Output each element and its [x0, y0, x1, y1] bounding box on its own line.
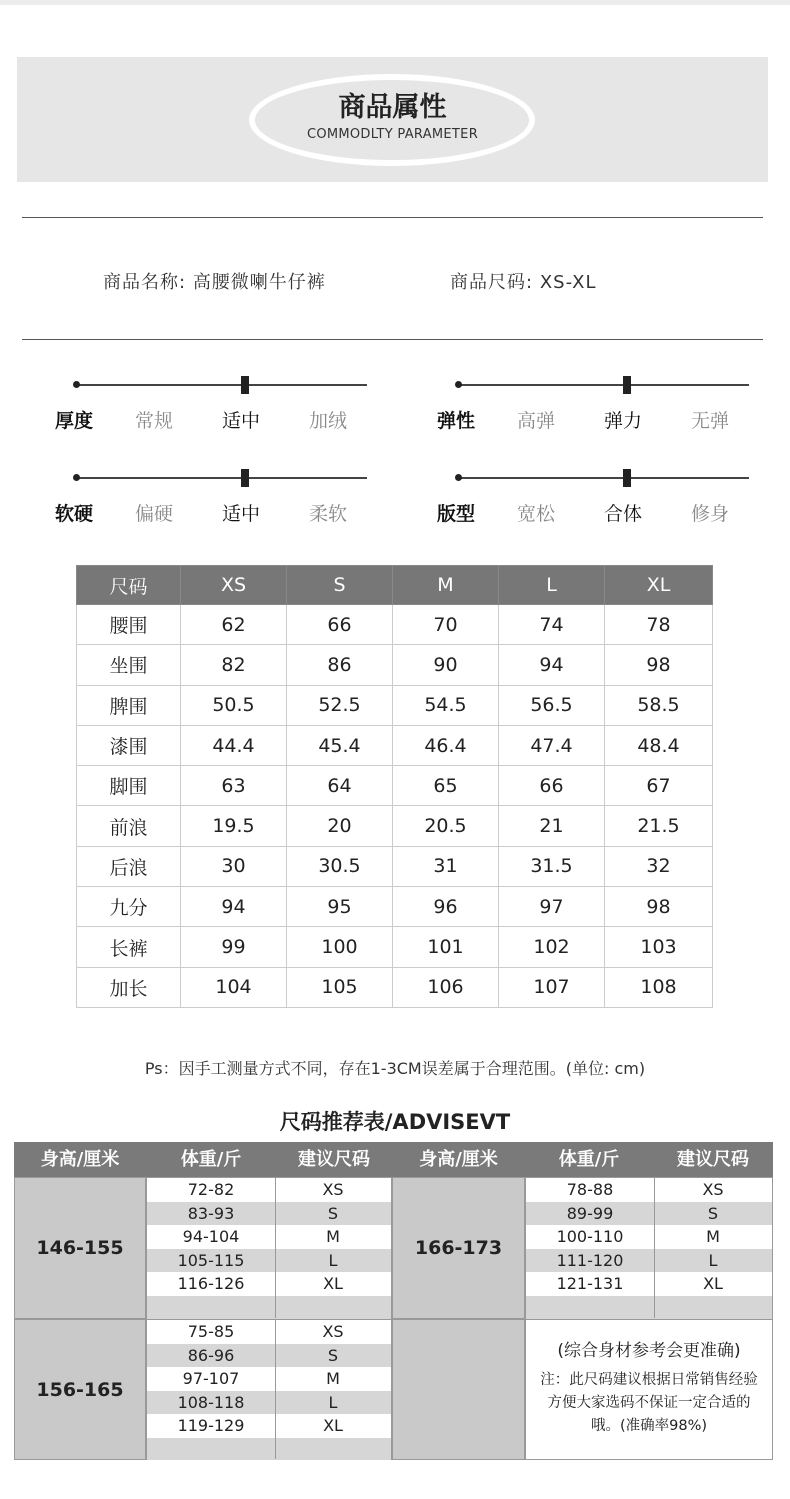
suggested-size: L — [708, 1250, 718, 1270]
scale-start-dot — [73, 381, 80, 388]
measurement-note: Ps：因手工测量方式不同，存在1-3CM误差属于合理范围。(单位: cm) — [144, 1059, 646, 1078]
row-label: 后浪 — [77, 846, 181, 886]
weight-range: 108-118 — [177, 1392, 245, 1412]
product-size — [450, 268, 597, 294]
weight-range: 89-99 — [566, 1203, 614, 1223]
table-cell: 108 — [605, 967, 713, 1007]
list-item — [147, 1249, 391, 1273]
column-header: 体重/斤 — [558, 1149, 620, 1170]
column-header: 尺码 — [77, 566, 181, 605]
suggested-size: S — [327, 1203, 339, 1223]
column-header: 体重/斤 — [180, 1149, 242, 1170]
row-label: 坐围 — [77, 645, 181, 685]
table-cell: 46.4 — [393, 725, 499, 765]
empty-row — [526, 1296, 772, 1320]
table-cell: 99 — [181, 927, 287, 967]
table-cell: 31.5 — [499, 846, 605, 886]
scale-start-dot — [455, 381, 462, 388]
weight-range: 119-129 — [177, 1416, 245, 1435]
column-header: 建议尺码 — [677, 1149, 749, 1170]
attribute-option: 加绒 — [309, 410, 348, 432]
product-name-label: 商品名称: — [103, 272, 187, 293]
table-cell: 97 — [499, 887, 605, 927]
attribute-option-selected: 适中 — [222, 410, 261, 432]
table-cell: 50.5 — [181, 685, 287, 725]
attribute-title: 厚度 — [55, 410, 94, 432]
table-cell: 104 — [181, 967, 287, 1007]
table-cell: 21.5 — [605, 806, 713, 846]
suggested-size: M — [326, 1369, 340, 1388]
column-header: M — [393, 566, 499, 605]
scale-line — [457, 384, 749, 386]
weight-size-list — [146, 1177, 392, 1319]
table-cell: 94 — [499, 645, 605, 685]
weight-size-list — [146, 1319, 392, 1460]
list-item — [147, 1225, 391, 1249]
list-item — [147, 1414, 391, 1438]
suggested-size: XL — [323, 1416, 343, 1435]
column-separator — [275, 1320, 276, 1459]
scale-line — [75, 477, 367, 479]
size-table — [76, 565, 713, 1008]
top-divider — [0, 0, 790, 5]
table-cell: 66 — [499, 766, 605, 806]
scale-start-dot — [73, 474, 80, 481]
table-row — [77, 645, 713, 685]
note-title: (综合身材参考会更准确) — [557, 1341, 741, 1361]
weight-range: 97-107 — [182, 1369, 240, 1388]
column-separator — [275, 1178, 276, 1318]
product-size-label: 商品尺码: — [450, 272, 534, 293]
scale-marker — [623, 469, 631, 487]
attribute-option-selected: 弹力 — [604, 410, 643, 432]
scale-line — [457, 477, 749, 479]
table-cell: 105 — [287, 967, 393, 1007]
weight-range: 86-96 — [187, 1345, 235, 1365]
attribute-softness — [55, 469, 375, 529]
list-item — [147, 1391, 391, 1415]
recommend-note — [525, 1319, 773, 1460]
attribute-option-selected: 合体 — [604, 503, 643, 525]
empty-row — [147, 1438, 391, 1461]
table-cell: 44.4 — [181, 725, 287, 765]
row-label: 脾围 — [77, 685, 181, 725]
row-label: 漆围 — [77, 725, 181, 765]
table-cell: 82 — [181, 645, 287, 685]
table-cell: 94 — [181, 887, 287, 927]
table-cell: 100 — [287, 927, 393, 967]
attribute-title: 弹性 — [437, 410, 476, 432]
column-header: 身高/厘米 — [419, 1149, 498, 1170]
table-cell: 86 — [287, 645, 393, 685]
table-row — [77, 685, 713, 725]
attribute-option: 修身 — [691, 503, 730, 525]
column-header: L — [499, 566, 605, 605]
table-cell: 67 — [605, 766, 713, 806]
scale-line — [75, 384, 367, 386]
suggested-size: L — [328, 1250, 338, 1270]
product-name — [103, 268, 326, 294]
scale-marker — [241, 469, 249, 487]
table-cell: 20.5 — [393, 806, 499, 846]
table-cell: 106 — [393, 967, 499, 1007]
table-cell: 21 — [499, 806, 605, 846]
attribute-option: 高弹 — [517, 410, 556, 432]
table-cell: 98 — [605, 645, 713, 685]
suggested-size: XL — [323, 1274, 343, 1293]
table-row — [77, 766, 713, 806]
empty-row — [147, 1296, 391, 1320]
note-body: 注：此尺码建议根据日常销售经验方便大家选码不保证一定合适的哦。(准确率98%) — [540, 1372, 758, 1434]
table-cell: 95 — [287, 887, 393, 927]
suggested-size: M — [706, 1227, 720, 1246]
table-cell: 52.5 — [287, 685, 393, 725]
row-label: 前浪 — [77, 806, 181, 846]
weight-range: 83-93 — [187, 1203, 235, 1223]
scale-marker — [241, 376, 249, 394]
table-cell: 47.4 — [499, 725, 605, 765]
table-row — [77, 605, 713, 645]
row-label: 长裤 — [77, 927, 181, 967]
table-cell: 58.5 — [605, 685, 713, 725]
weight-range: 121-131 — [556, 1274, 624, 1293]
table-cell: 96 — [393, 887, 499, 927]
suggested-size: L — [328, 1392, 338, 1412]
table-cell: 64 — [287, 766, 393, 806]
table-cell: 78 — [605, 605, 713, 645]
table-cell: 98 — [605, 887, 713, 927]
table-cell: 107 — [499, 967, 605, 1007]
scale-marker — [623, 376, 631, 394]
table-cell: 19.5 — [181, 806, 287, 846]
table-cell: 65 — [393, 766, 499, 806]
table-cell: 56.5 — [499, 685, 605, 725]
table-cell: 103 — [605, 927, 713, 967]
attribute-title: 版型 — [437, 503, 476, 525]
row-label: 脚围 — [77, 766, 181, 806]
suggested-size: XS — [322, 1322, 344, 1341]
list-item — [526, 1178, 772, 1202]
recommend-header — [14, 1142, 773, 1177]
attribute-fit — [437, 469, 757, 529]
suggested-size: XS — [702, 1180, 724, 1199]
list-item — [147, 1202, 391, 1226]
column-header: S — [287, 566, 393, 605]
table-row — [77, 846, 713, 886]
table-cell: 62 — [181, 605, 287, 645]
product-name-value: 高腰微喇牛仔裤 — [192, 272, 326, 293]
column-header: XS — [181, 566, 287, 605]
weight-range: 100-110 — [556, 1227, 624, 1246]
attribute-title: 软硬 — [55, 503, 94, 525]
row-label: 九分 — [77, 887, 181, 927]
column-header: XL — [605, 566, 713, 605]
table-cell: 102 — [499, 927, 605, 967]
recommend-title: 尺码推荐表/ADVISEVT — [279, 1110, 511, 1134]
table-cell: 74 — [499, 605, 605, 645]
table-row — [77, 725, 713, 765]
row-label: 腰围 — [77, 605, 181, 645]
table-row — [77, 927, 713, 967]
table-row — [77, 806, 713, 846]
column-separator — [654, 1178, 655, 1318]
list-item — [526, 1249, 772, 1273]
attribute-thickness — [55, 376, 375, 436]
attribute-elasticity — [437, 376, 757, 436]
weight-size-list — [525, 1177, 773, 1319]
divider-line — [22, 339, 763, 340]
row-label: 加长 — [77, 967, 181, 1007]
divider-line — [22, 217, 763, 218]
attribute-option: 无弹 — [691, 410, 730, 432]
attribute-option: 宽松 — [517, 503, 556, 525]
table-row — [77, 887, 713, 927]
table-cell: 30 — [181, 846, 287, 886]
column-header: 身高/厘米 — [40, 1149, 120, 1170]
list-item — [147, 1320, 391, 1344]
suggested-size: XL — [703, 1274, 723, 1293]
attribute-option: 常规 — [135, 410, 174, 432]
empty-height-block — [392, 1319, 525, 1460]
height-group: 146-155 — [14, 1177, 146, 1319]
table-cell: 20 — [287, 806, 393, 846]
weight-range: 116-126 — [177, 1274, 245, 1293]
table-cell: 54.5 — [393, 685, 499, 725]
weight-range: 72-82 — [187, 1180, 235, 1199]
table-cell: 101 — [393, 927, 499, 967]
table-row — [77, 967, 713, 1007]
weight-range: 78-88 — [566, 1180, 614, 1199]
list-item — [147, 1344, 391, 1368]
list-item — [147, 1178, 391, 1202]
list-item — [147, 1272, 391, 1296]
list-item — [147, 1367, 391, 1391]
list-item — [526, 1272, 772, 1296]
scale-start-dot — [455, 474, 462, 481]
height-group: 166-173 — [392, 1177, 525, 1319]
product-size-value: XS-XL — [539, 272, 597, 293]
recommend-table — [14, 1142, 773, 1460]
table-cell: 70 — [393, 605, 499, 645]
weight-range: 105-115 — [177, 1250, 245, 1270]
attribute-option: 偏硬 — [135, 503, 174, 525]
suggested-size: M — [326, 1227, 340, 1246]
size-table-header — [77, 566, 713, 605]
list-item — [526, 1225, 772, 1249]
suggested-size: XS — [322, 1180, 344, 1199]
table-cell: 48.4 — [605, 725, 713, 765]
weight-range: 75-85 — [187, 1322, 235, 1341]
page-title: 商品属性 — [338, 92, 447, 123]
attribute-option: 柔软 — [309, 503, 348, 525]
suggested-size: S — [707, 1203, 719, 1223]
table-cell: 90 — [393, 645, 499, 685]
table-cell: 32 — [605, 846, 713, 886]
table-cell: 66 — [287, 605, 393, 645]
page-subtitle: COMMODLTY PARAMETER — [306, 127, 479, 142]
header-banner — [17, 57, 768, 182]
weight-range: 94-104 — [182, 1227, 240, 1246]
weight-range: 111-120 — [556, 1250, 624, 1270]
table-cell: 63 — [181, 766, 287, 806]
list-item — [526, 1202, 772, 1226]
attribute-option-selected: 适中 — [222, 503, 261, 525]
table-cell: 45.4 — [287, 725, 393, 765]
table-cell: 31 — [393, 846, 499, 886]
height-group: 156-165 — [14, 1319, 146, 1460]
table-cell: 30.5 — [287, 846, 393, 886]
suggested-size: S — [327, 1345, 339, 1365]
column-header: 建议尺码 — [298, 1149, 370, 1170]
